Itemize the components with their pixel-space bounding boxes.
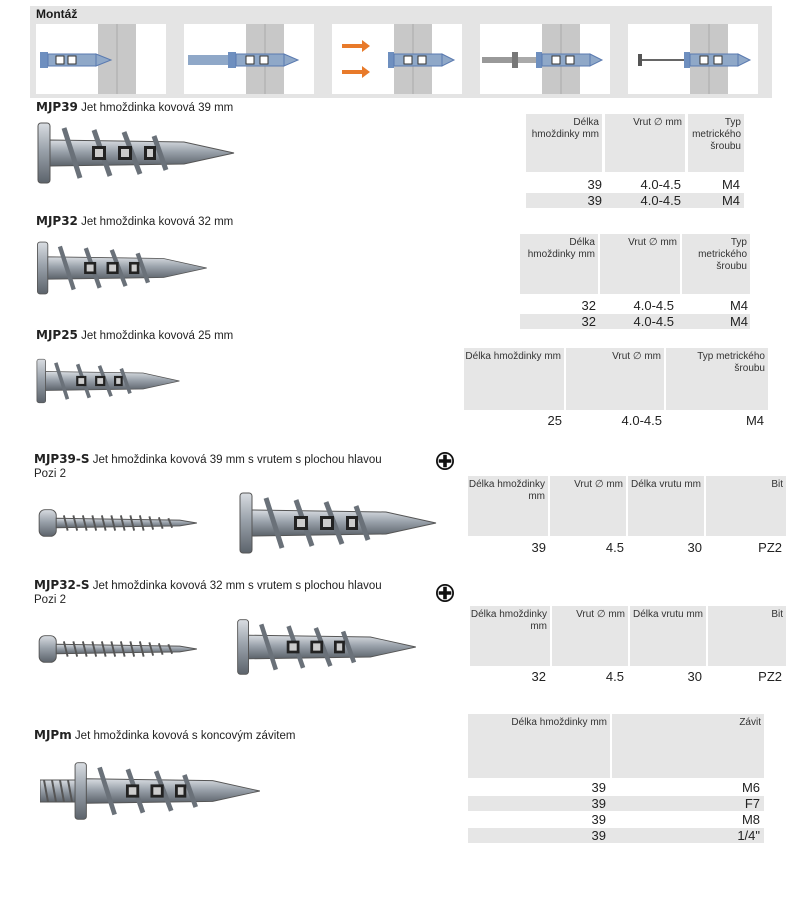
header-bit: Bit [706,476,786,536]
header-length: Délka hmoždinky mm [468,714,610,778]
header-metric-type: Typ metrického šroubu [682,234,750,294]
header-screw-diameter: Vrut ∅ mm [600,234,680,294]
anchor-image-mjp25 [34,348,194,414]
cell: PZ2 [758,669,782,684]
header-screw-diameter: Vrut ∅ mm [550,476,626,536]
cell: M6 [741,780,760,795]
header-metric-type: Typ metrického šroubu [666,348,768,410]
anchor-image-mjp32 [34,236,224,300]
cell: 30 [687,540,702,555]
mounting-step-5 [628,24,758,94]
anchor-image-mjp39 [34,118,254,188]
cell: 39 [591,828,606,843]
mounting-step-2 [184,24,314,94]
cell: 4.0-4.5 [633,298,674,313]
header-thread: Závit [612,714,764,778]
screw-image-mjp32s [36,630,200,668]
header-screw-diameter: Vrut ∅ mm [566,348,664,410]
cell: 30 [687,669,702,684]
pozi-drive-icon [436,452,454,470]
product-title-mjp25: MJP25 Jet hmoždinka kovová 25 mm [36,328,234,342]
header-screw-length: Délka vrutu mm [628,476,704,536]
mounting-title: Montáž [36,7,78,21]
cell: 39 [587,193,602,208]
cell: 1/4" [737,828,760,843]
cell: 32 [581,314,596,329]
cell: 39 [591,812,606,827]
header-screw-diameter: Vrut ∅ mm [605,114,685,172]
cell: M4 [729,298,748,313]
cell: 39 [531,540,546,555]
screw-image-mjp39s [36,504,200,542]
cell: 39 [587,177,602,192]
cell: M4 [721,177,740,192]
cell: 4.0-4.5 [621,413,662,428]
cell: 4.0-4.5 [640,177,681,192]
mounting-step-4 [480,24,610,94]
cell: 39 [591,796,606,811]
anchor-image-mjp32s [234,612,434,682]
header-length: Délka hmoždinky mm [526,114,602,172]
mounting-step-1 [36,24,166,94]
mounting-step-3 [332,24,462,94]
product-title-mjp39: MJP39 Jet hmoždinka kovová 39 mm [36,100,234,114]
header-screw-length: Délka vrutu mm [630,606,706,666]
cell: 4.0-4.5 [640,193,681,208]
product-title-mjpm: MJPm Jet hmoždinka kovová s koncovým závitem [34,728,296,742]
anchor-image-mjpm [40,758,280,824]
header-length: Délka hmoždinky mm [468,476,548,536]
cell: 4.5 [605,540,624,555]
cell: M4 [721,193,740,208]
product-subtitle: Pozi 2 [34,468,66,480]
pozi-drive-icon [436,584,454,602]
cell: 39 [591,780,606,795]
cell: 25 [547,413,562,428]
cell: 32 [581,298,596,313]
cell: 4.5 [605,669,624,684]
product-title-mjp39s: MJP39-S Jet hmoždinka kovová 39 mm s vrutem s plochou hlavou [34,452,382,466]
product-subtitle: Pozi 2 [34,594,66,606]
header-metric-type: Typ metrického šroubu [688,114,744,172]
header-length: Délka hmoždinky mm [464,348,564,410]
header-bit: Bit [708,606,786,666]
cell: F7 [744,796,760,811]
header-length: Délka hmoždinky mm [520,234,598,294]
header-length: Délka hmoždinky mm [470,606,550,666]
cell: 4.0-4.5 [633,314,674,329]
cell: M4 [729,314,748,329]
cell: PZ2 [758,540,782,555]
product-title-mjp32: MJP32 Jet hmoždinka kovová 32 mm [36,214,234,228]
anchor-image-mjp39s [236,488,456,558]
cell: 32 [531,669,546,684]
cell: M8 [741,812,760,827]
product-title-mjp32s: MJP32-S Jet hmoždinka kovová 32 mm s vrutem s plochou hlavou [34,578,382,592]
cell: M4 [745,413,764,428]
header-screw-diameter: Vrut ∅ mm [552,606,628,666]
